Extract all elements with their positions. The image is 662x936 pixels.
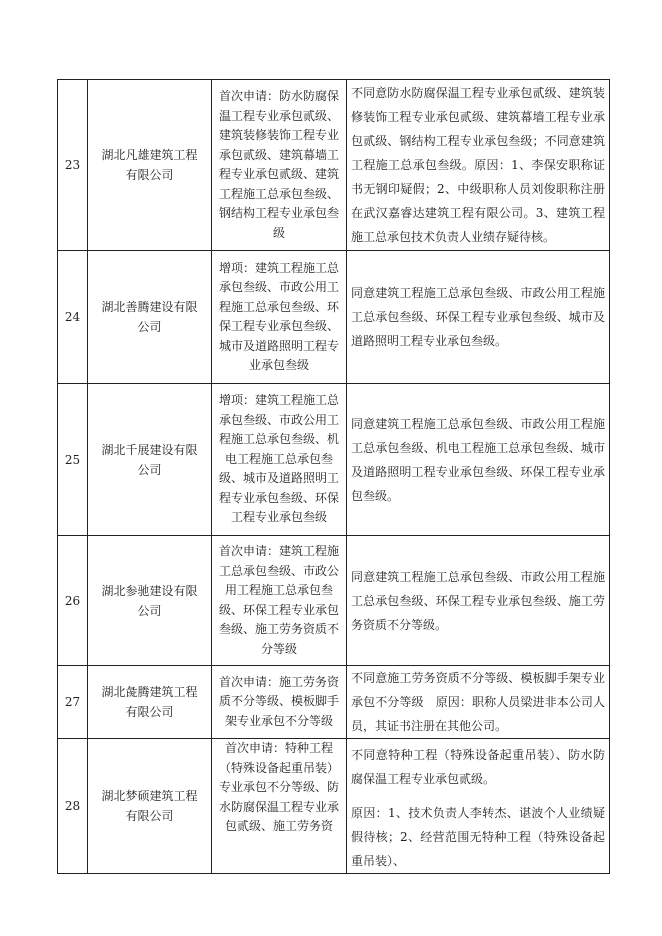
company-name: 湖北善腾建设有限公司	[88, 251, 212, 384]
row-number: 24	[58, 251, 88, 384]
company-name: 湖北彘腾建筑工程有限公司	[88, 666, 212, 739]
review-opinion: 不同意施工劳务资质不分等级、模板脚手架专业承包不分等级 原因：职称人员梁进非本公司人员，其证书注册在其他公司。	[347, 666, 610, 739]
application-content: 首次申请：建筑工程施工总承包叁级、市政公用工程施工总承包叁级、环保工程专业承包叁级、施工劳务资质不分等级	[212, 536, 347, 666]
row-number: 26	[58, 536, 88, 666]
company-name: 湖北参驰建设有限公司	[88, 536, 212, 666]
review-opinion: 同意建筑工程施工总承包叁级、市政公用工程施工总承包叁级、环保工程专业承包叁级、城市及道路照明工程专业承包叁级。	[347, 251, 610, 384]
table-row	[58, 384, 610, 536]
company-name: 湖北凡雄建筑工程有限公司	[88, 80, 212, 251]
opinion-text: 不同意特种工程（特殊设备起重吊装）、防水防腐保温工程专业承包贰级。	[351, 748, 605, 786]
review-table	[57, 79, 610, 874]
row-number: 28	[58, 739, 88, 874]
row-number: 25	[58, 384, 88, 536]
table-row	[58, 251, 610, 384]
review-opinion: 同意建筑工程施工总承包叁级、市政公用工程施工总承包叁级、机电工程施工总承包叁级、城市及道路照明工程专业承包叁级、环保工程专业承包叁级。	[347, 384, 610, 536]
table-row	[58, 80, 610, 251]
table-row	[58, 536, 610, 666]
application-content: 首次申请：防水防腐保温工程专业承包贰级、建筑装修装饰工程专业承包贰级、建筑幕墙工程专业承包贰级、建筑工程施工总承包叁级、钢结构工程专业承包叁级	[212, 80, 347, 251]
application-content: 首次申请：特种工程（特殊设备起重吊装）专业承包不分等级、防水防腐保温工程专业承包贰级、施工劳务资	[212, 739, 347, 874]
row-number: 23	[58, 80, 88, 251]
review-opinion	[347, 739, 610, 874]
review-opinion: 不同意防水防腐保温工程专业承包贰级、建筑装修装饰工程专业承包贰级、建筑幕墙工程专业承包贰级、钢结构工程专业承包叁级；不同意建筑工程施工总承包叁级。原因：1、李保安职称证书无钢印疑假；2、中级职称人员刘俊职称注册在武汉嘉睿达建筑工程有限公司。3、建筑工程施工总承包技术负责人业绩存疑待核。	[347, 80, 610, 251]
row-number: 27	[58, 666, 88, 739]
company-name: 湖北千展建设有限公司	[88, 384, 212, 536]
company-name: 湖北梦硕建筑工程有限公司	[88, 739, 212, 874]
table-row	[58, 666, 610, 739]
application-content: 增项：建筑工程施工总承包叁级、市政公用工程施工总承包叁级、机电工程施工总承包叁级、城市及道路照明工程专业承包叁级、环保工程专业承包叁级	[212, 384, 347, 536]
application-content: 首次申请：施工劳务资质不分等级、模板脚手架专业承包不分等级	[212, 666, 347, 739]
review-opinion: 同意建筑工程施工总承包叁级、市政公用工程施工总承包叁级、环保工程专业承包叁级、施工劳务资质不分等级。	[347, 536, 610, 666]
table-row	[58, 739, 610, 874]
application-content: 增项：建筑工程施工总承包叁级、市政公用工程施工总承包叁级、环保工程专业承包叁级、城市及道路照明工程专业承包叁级	[212, 251, 347, 384]
opinion-reason: 原因：1、技术负责人李转杰、谌波个人业绩疑假待核；2、经营范围无特种工程（特殊设备起重吊装）、	[351, 806, 605, 868]
